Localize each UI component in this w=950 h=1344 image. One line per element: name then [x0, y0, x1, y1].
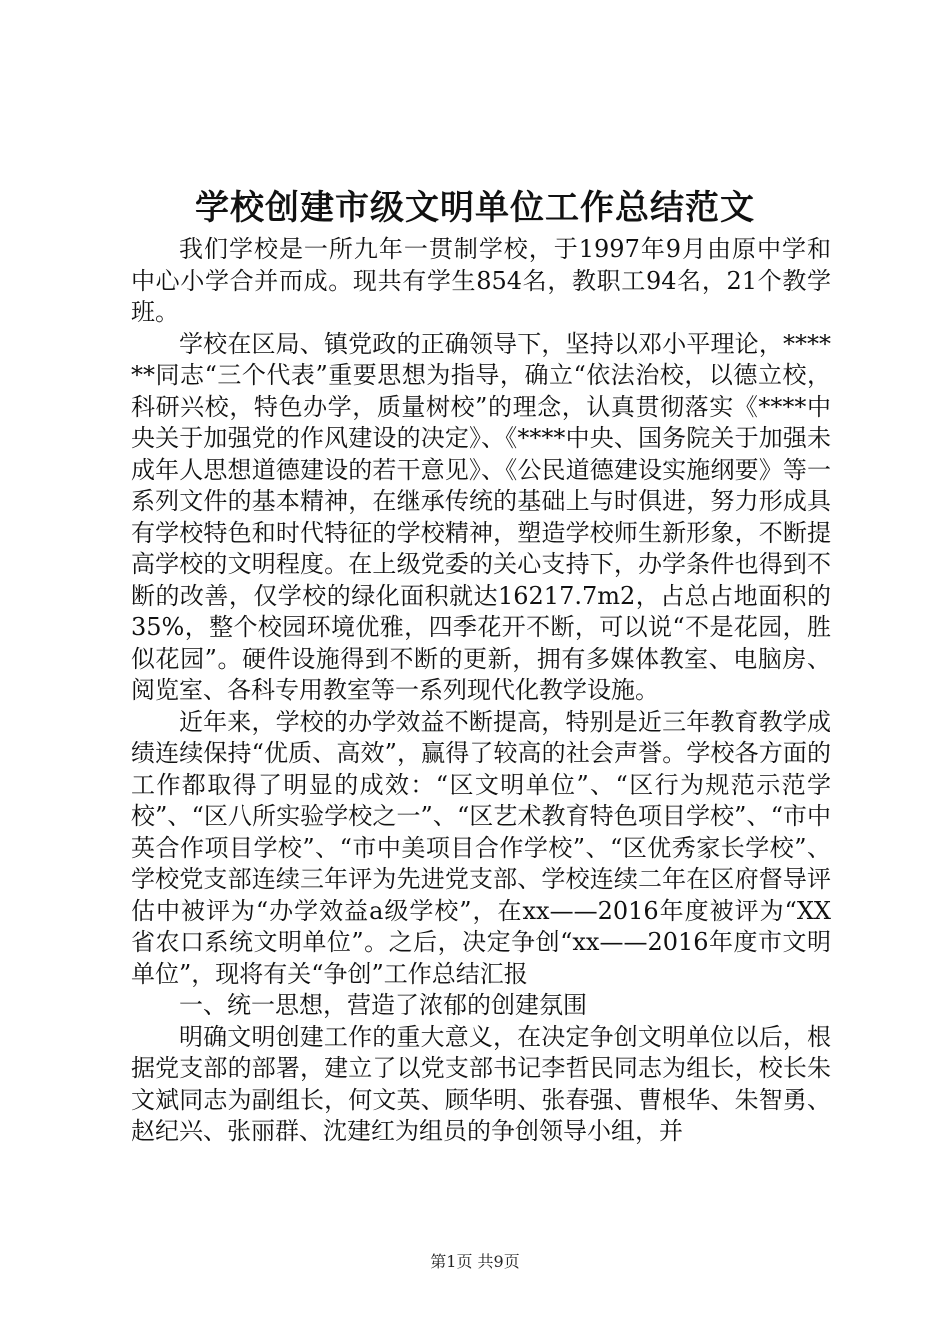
section-heading: 一、统一思想，营造了浓郁的创建氛围	[179, 991, 587, 1019]
paragraph-leadership-group: 明确文明创建工作的重大意义，在决定争创文明单位以后，根据党支部的部署，建立了以党支部书记李哲民同志为组长，校长朱文斌同志为副组长，何文英、顾华明、张春强、曹根华、朱智勇、赵纪兴、张丽群、沈建红为组员的争创领导小组，并	[131, 1022, 831, 1145]
document-title: 学校创建市级文明单位工作总结范文	[195, 188, 755, 228]
paragraph-school-intro: 我们学校是一所九年一贯制学校，于1997年9月由原中学和中心小学合并而成。现共有学生854名，教职工94名，21个教学班。	[131, 235, 831, 326]
document-body	[131, 234, 831, 1148]
paragraph-achievements: 近年来，学校的办学效益不断提高，特别是近三年教育教学成绩连续保持“优质、高效”，赢得了较高的社会声誉。学校各方面的工作都取得了明显的成效：“区文明单位”、“区行为规范示范学校”、“区八所实验学校之一”、“区艺术教育特色项目学校”、“市中英合作项目学校”、“市中美项目合作学校”、“区优秀家长学校”、学校党支部连续三年评为先进党支部、学校连续二年在区府督导评估中被评为“办学效益a级学校”，在xx——2016年度被评为“XX省农口系统文明单位”。之后，决定争创“xx——2016年度市文明单位”，现将有关“争创”工作总结汇报	[131, 707, 831, 988]
page-number-footer: 第1页 共9页	[430, 1252, 520, 1271]
paragraph-school-philosophy: 学校在区局、镇党政的正确领导下，坚持以邓小平理论，******同志“三个代表”重要思想为指导，确立“依法治校，以德立校，科研兴校，特色办学，质量树校”的理念，认真贯彻落实《****中央关于加强党的作风建设的决定》、《****中央、国务院关于加强未成年人思想道德建设的若干意见》、《公民道德建设实施纲要》等一系列文件的基本精神，在继承传统的基础上与时俱进，努力形成具有学校特色和时代特征的学校精神，塑造学校师生新形象，不断提高学校的文明程度。在上级党委的关心支持下，办学条件也得到不断的改善，仅学校的绿化面积就达16217.7m2，占总占地面积的35%，整个校园环境优雅，四季花开不断，可以说“不是花园，胜似花园”。硬件设施得到不断的更新，拥有多媒体教室、电脑房、阅览室、各科专用教室等一系列现代化教学设施。	[131, 329, 831, 704]
